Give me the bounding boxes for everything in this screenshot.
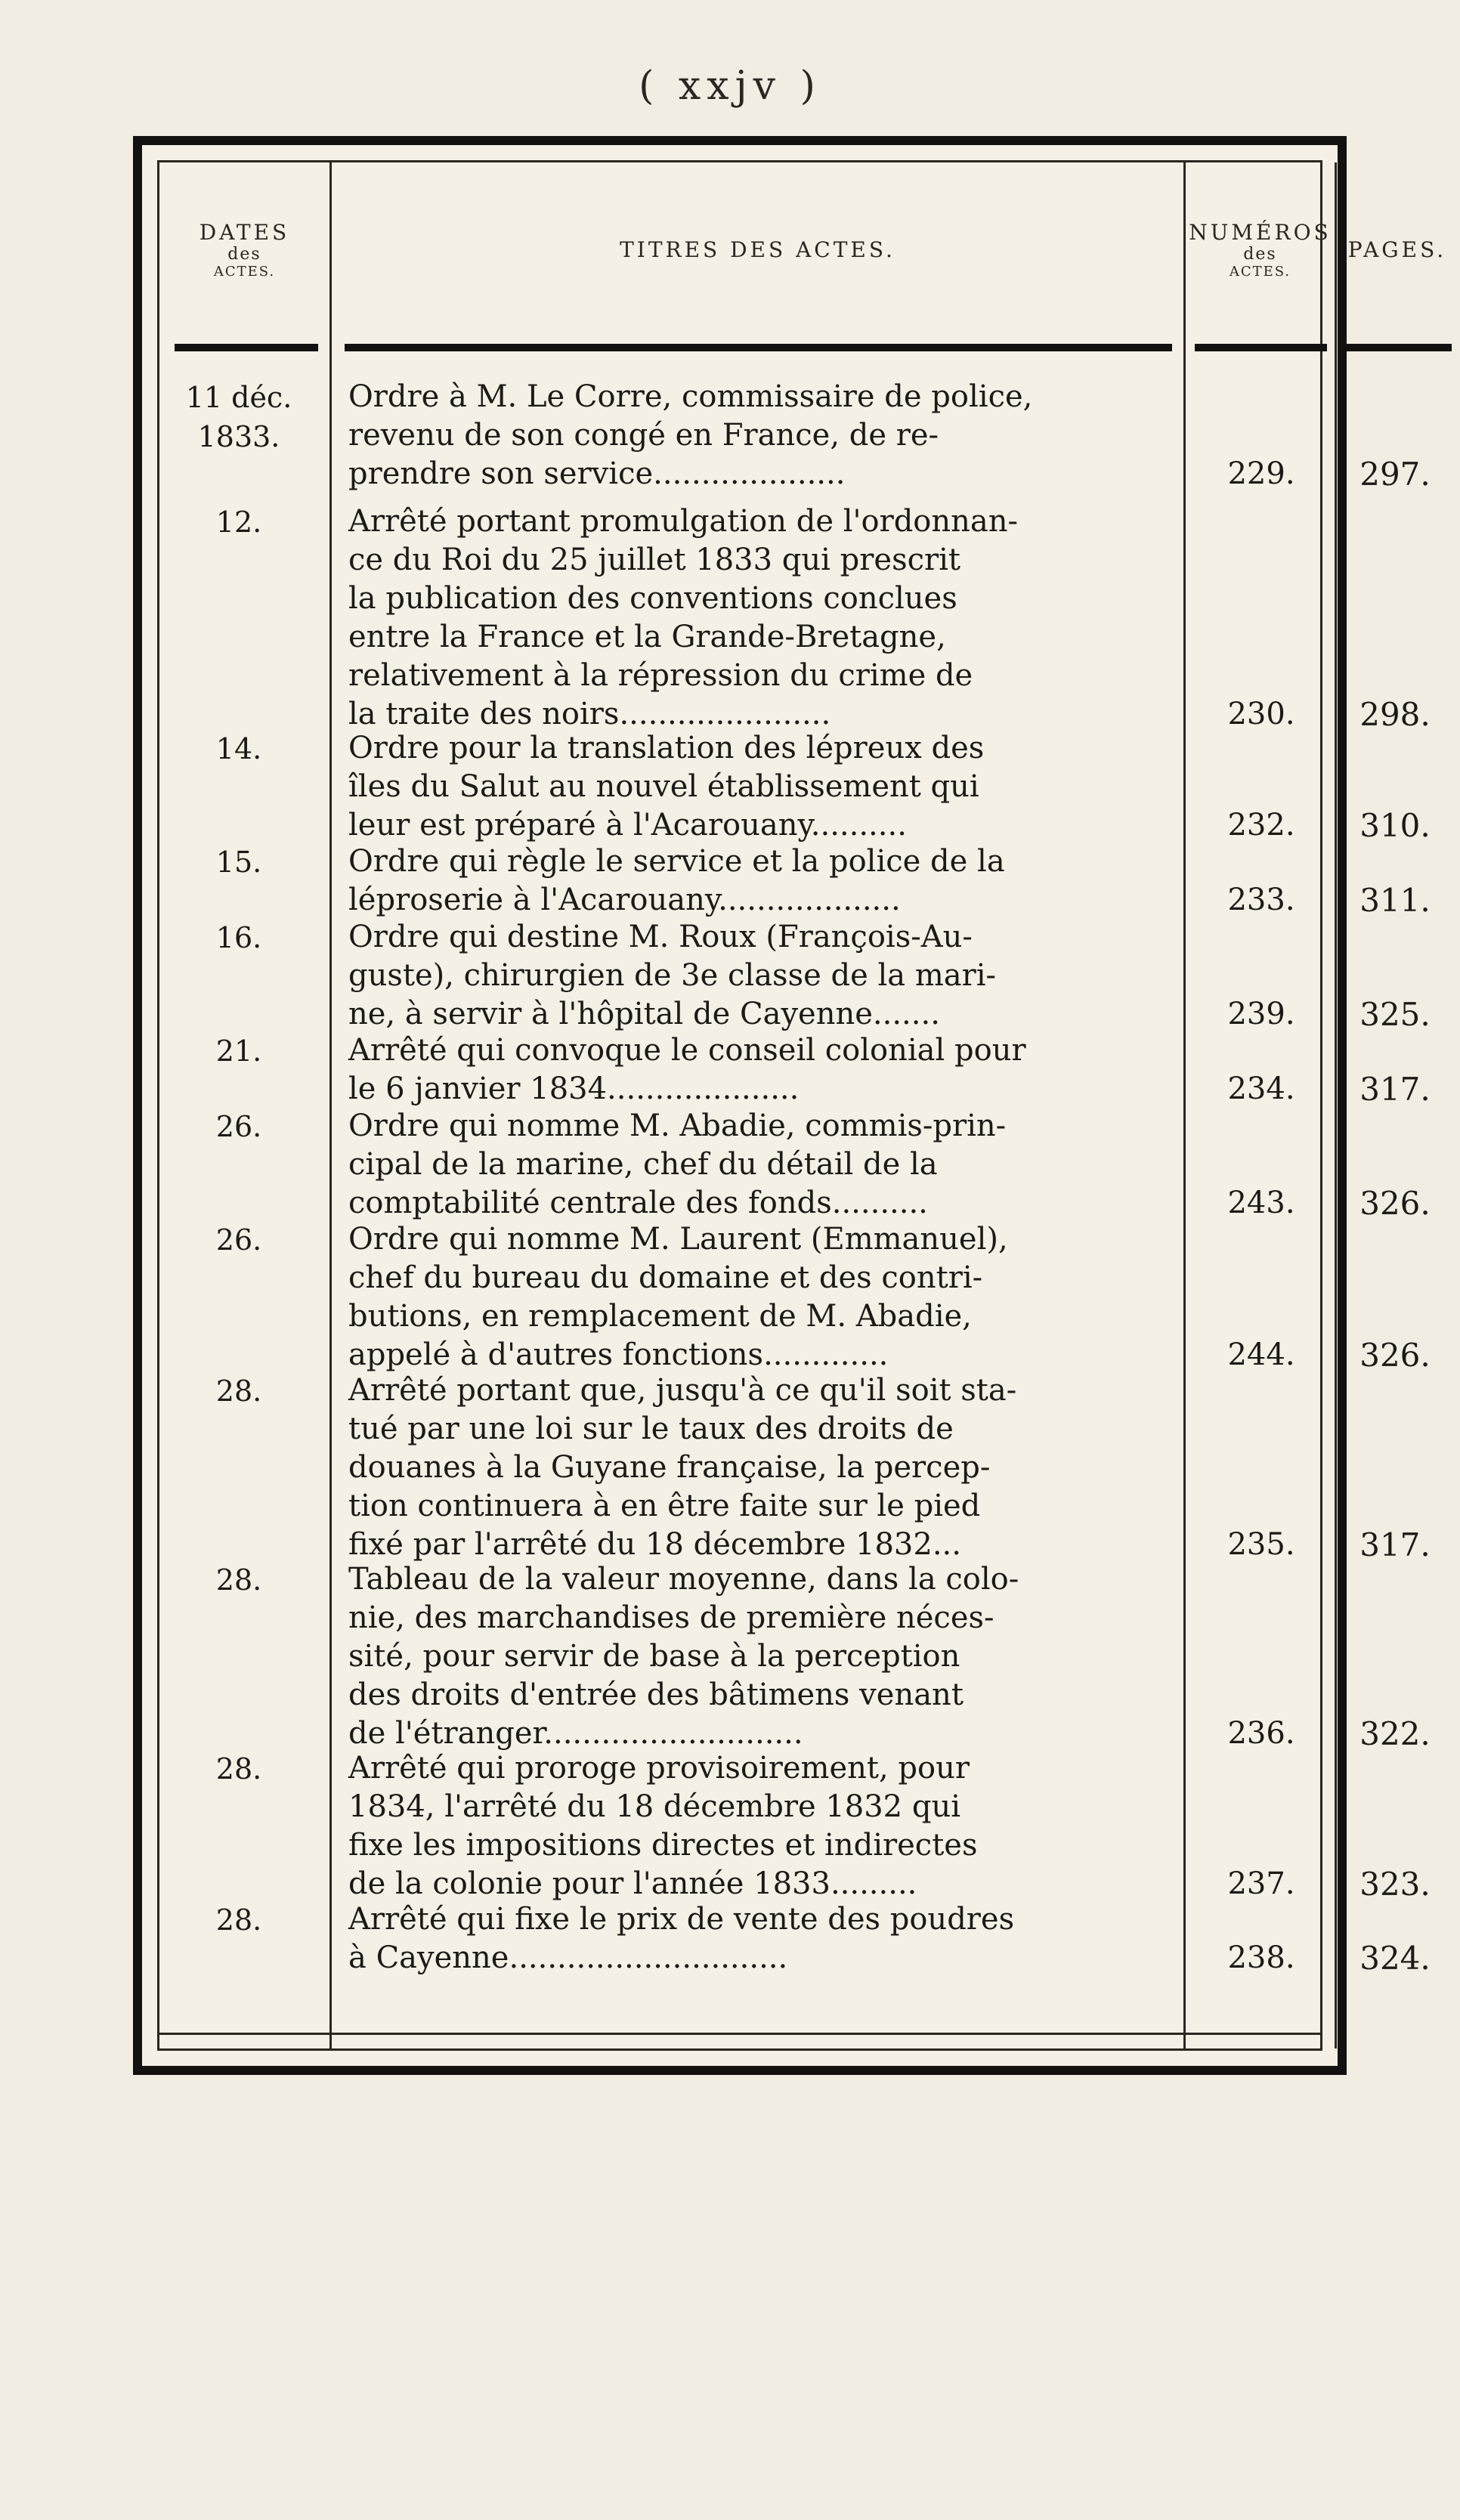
row-date: 28. xyxy=(215,1563,262,1597)
row-number: 237. xyxy=(1227,1866,1295,1901)
row-page: 317. xyxy=(1359,1071,1431,1108)
header-numeros-line3: ACTES. xyxy=(1229,263,1291,280)
row-title: Ordre qui nomme M. Abadie, commis-prin- cipal de la marine, chef du détail de la comptabilité centrale des fonds.......... xyxy=(348,1108,1007,1220)
row-title: Ordre pour la translation des lépreux des îles du Salut au nouvel établissement qui leur est préparé à l'Acarouany.......... xyxy=(348,731,985,843)
row-number: 236. xyxy=(1227,1716,1295,1751)
row-page: 325. xyxy=(1359,996,1431,1033)
header-dates-line1: DATES xyxy=(199,219,290,245)
header-numeros-line2: des xyxy=(1243,244,1277,264)
header-dates-line3: ACTES. xyxy=(213,263,276,280)
header-rule xyxy=(345,344,1172,351)
page-number: ( xxjv ) xyxy=(639,63,821,109)
row-page: 311. xyxy=(1359,882,1431,919)
row-title: Arrêté portant que, jusqu'à ce qu'il soit sta- tué par une loi sur le taux des droits de douanes à la Guyane française, la percep- tion continuera à en être faite sur le pied fixé par l'arrêté du 18 décembre 1832... xyxy=(348,1373,1017,1562)
row-number: 230. xyxy=(1227,697,1295,731)
row-date: 26. xyxy=(215,1110,262,1143)
table-inner xyxy=(157,160,1447,2051)
row-number: 233. xyxy=(1227,883,1295,917)
row-number: 229. xyxy=(1227,456,1295,491)
row-title: Ordre qui destine M. Roux (François-Au- guste), chirurgien de 3e classe de la mari- ne, à servir à l'hôpital de Cayenne....... xyxy=(348,920,997,1031)
row-title: Ordre à M. Le Corre, commissaire de police, revenu de son congé en France, de re- prendre son service.................... xyxy=(348,379,1033,491)
header-pages-label: PAGES. xyxy=(1347,237,1447,262)
row-number: 238. xyxy=(1227,1940,1295,1975)
row-date: 11 déc. 1833. xyxy=(185,381,292,453)
header-pages xyxy=(1337,162,1458,336)
row-title: Arrêté portant promulgation de l'ordonnan- ce du Roi du 25 juillet 1833 qui prescrit la publication des conventions conclues entre la France et la Grande-Bretagne, relativement à la répression du crime de la traite des noirs...................... xyxy=(348,504,1019,731)
row-number: 232. xyxy=(1227,808,1295,843)
row-page: 326. xyxy=(1359,1337,1431,1374)
row-date: 14. xyxy=(215,732,262,765)
header-dates xyxy=(159,162,329,336)
header-titres xyxy=(332,162,1183,336)
row-page: 297. xyxy=(1359,456,1431,493)
row-date: 15. xyxy=(215,846,262,879)
row-page: 317. xyxy=(1359,1526,1431,1563)
header-rule xyxy=(1195,344,1327,351)
column-divider xyxy=(1183,162,1186,2048)
row-number: 235. xyxy=(1227,1527,1295,1562)
row-date: 16. xyxy=(215,921,262,954)
header-dates-line2: des xyxy=(227,244,261,264)
row-title: Arrêté qui proroge provisoirement, pour 1834, l'arrêté du 18 décembre 1832 qui fixe les impositions directes et indirectes de la colonie pour l'année 1833......... xyxy=(348,1751,978,1901)
row-number: 243. xyxy=(1227,1186,1295,1220)
table-frame xyxy=(133,136,1447,2075)
row-title: Ordre qui règle le service et la police de la léproserie à l'Acarouany................... xyxy=(348,844,1005,917)
row-date: 12. xyxy=(215,506,262,539)
row-page: 310. xyxy=(1359,807,1431,844)
row-title: Arrêté qui convoque le conseil colonial pour le 6 janvier 1834.................... xyxy=(348,1033,1026,1106)
row-date: 28. xyxy=(215,1374,262,1408)
row-date: 21. xyxy=(215,1034,262,1068)
row-page: 323. xyxy=(1359,1866,1431,1903)
row-title: Tableau de la valeur moyenne, dans la colo- nie, des marchandises de première néces- sité, pour servir de base à la perception des droits d'entrée des bâtimens venant de l'étranger........................... xyxy=(348,1562,1019,1751)
row-title: Arrêté qui fixe le prix de vente des poudres à Cayenne............................. xyxy=(348,1902,1015,1975)
header-numeros-line1: NUMÉROS xyxy=(1189,219,1332,245)
row-page: 324. xyxy=(1359,1940,1431,1977)
row-date: 28. xyxy=(215,1752,262,1786)
row-date: 28. xyxy=(215,1903,262,1937)
row-number: 244. xyxy=(1227,1337,1295,1372)
header-numeros xyxy=(1186,162,1335,336)
column-divider xyxy=(329,162,332,2048)
row-page: 326. xyxy=(1359,1185,1431,1222)
row-page: 322. xyxy=(1359,1715,1431,1752)
table-header xyxy=(159,162,1447,336)
header-rule xyxy=(175,344,318,351)
header-titres-label: TITRES DES ACTES. xyxy=(620,237,895,262)
row-number: 239. xyxy=(1227,997,1295,1031)
bottom-rule xyxy=(159,2033,1320,2035)
row-date: 26. xyxy=(215,1223,262,1257)
row-page: 298. xyxy=(1359,696,1431,733)
row-number: 234. xyxy=(1227,1071,1295,1106)
row-title: Ordre qui nomme M. Laurent (Emmanuel), chef du bureau du domaine et des contri- butions, en remplacement de M. Abadie, appelé à d'autres fonctions............. xyxy=(348,1222,1008,1372)
header-rule xyxy=(1346,344,1452,351)
